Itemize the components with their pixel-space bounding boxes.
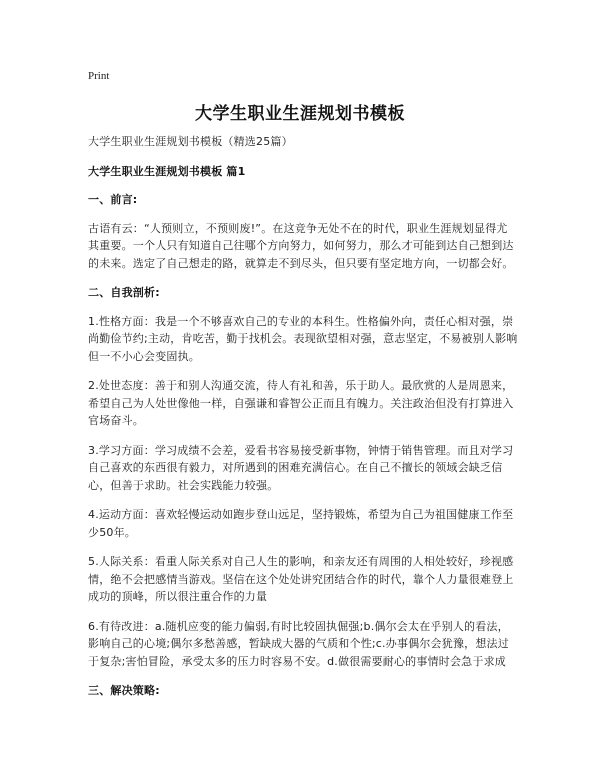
analysis-item-personality: 1.性格方面：我是一个不够喜欢自己的专业的本科生。性格偏外向，责任心相对强，崇尚勤俭节约;主动，肯吃苦，勤于找机会。表现欲望相对强，意志坚定，不易被别人影响但一不小心会变固执。: [88, 314, 518, 363]
page-title: 大学生职业生涯规划书模板: [195, 104, 405, 124]
analysis-item-sports: 4.运动方面：喜欢轻慢运动如跑步登山远足，坚持锻炼，希望为自己为祖国健康工作至少50年。: [88, 508, 514, 539]
preface-paragraph: 古语有云：“人预则立，不预则废!”。在这竞争无处不在的时代，职业生涯规划显得尤其重要。一个人只有知道自己往哪个方向努力，如何努力，那么才可能到达自己想到达的未来。选定了自己想走的路，就算走不到尽头，但只要有坚定地方向，一切都会好。: [88, 221, 514, 270]
document-subtitle: 大学生职业生涯规划书模板（精选25篇）: [88, 135, 293, 148]
analysis-item-attitude: 2.处世态度：善于和别人沟通交流，待人有礼和善，乐于助人。最欣赏的人是周恩来，希望自己为人处世像他一样，自强谦和睿智公正而且有魄力。关注政治但没有打算进入官场奋斗。: [88, 379, 514, 427]
analysis-item-improvements: 6.有待改进：a.随机应变的能力偏弱,有时比较固执倔强;b.偶尔会太在乎别人的看法，影响自己的心境;偶尔多愁善感，暂缺成大器的气质和个性;c.办事偶尔会犹豫，想法过于复杂;害怕冒险，承受太多的压力时容易不安。d.做很需要耐心的事情时会急于求成: [88, 619, 509, 668]
print-link[interactable]: Print: [88, 70, 110, 82]
document-body: [88, 133, 518, 711]
analysis-item-study: 3.学习方面：学习成绩不会差，爱看书容易接受新事物，钟情于销售管理。而且对学习自己喜欢的东西很有毅力，对所遇到的困难充满信心。在自己不擅长的领域会缺乏信心，但善于求助。社会实践能力较强。: [88, 443, 514, 492]
section-heading-preface: 一、前言:: [88, 193, 138, 206]
article-heading: 大学生职业生涯规划书模板 篇1: [88, 164, 246, 178]
section-heading-strategy: 三、解决策略:: [88, 684, 160, 697]
analysis-item-relationships: 5.人际关系：看重人际关系对自己人生的影响，和亲友还有周围的人相处较好，珍视感情，绝不会把感情当游戏。坚信在这个处处讲究团结合作的时代，靠个人力量很难登上成功的顶峰，所以很注重合作的力量: [88, 555, 514, 603]
section-heading-analysis: 二、自我剖析:: [88, 286, 160, 299]
